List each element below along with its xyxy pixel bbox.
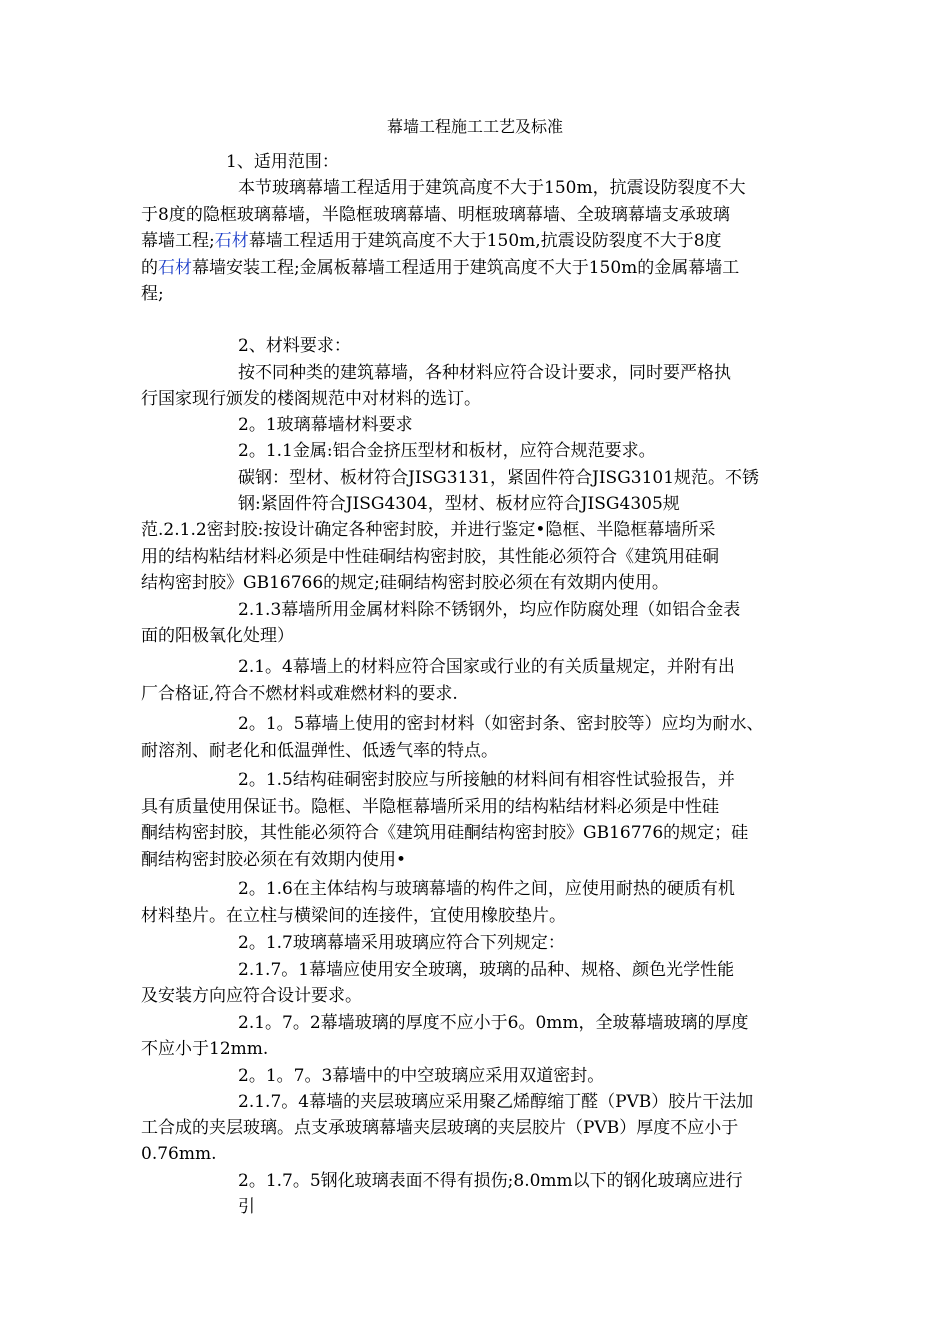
- paragraph-line: 面的阳极氧化处理）: [141, 626, 294, 646]
- paragraph-line: 于8度的隐框玻璃幕墙，半隐框玻璃幕墙、明框玻璃幕墙、全玻璃幕墙支承玻璃: [141, 205, 730, 225]
- paragraph-line: 钢:紧固件符合JISG4304，型材、板材应符合JISG4305规: [238, 494, 680, 514]
- paragraph-line: 2。1.7。5钢化玻璃表面不得有损伤;8.0mm以下的钢化玻璃应进行: [238, 1171, 743, 1191]
- paragraph-line: 2。1.5结构硅硐密封胶应与所接触的材料间有相容性试验报告，并: [238, 770, 735, 790]
- paragraph-line: 厂合格证,符合不燃材料或难燃材料的要求.: [141, 684, 458, 704]
- paragraph-line: 2.1。7。2幕墙玻璃的厚度不应小于6。0mm，全玻幕墙玻璃的厚度: [238, 1013, 749, 1033]
- paragraph-line: 及安装方向应符合设计要求。: [141, 986, 362, 1006]
- text-span: 幕墙安装工程;金属板幕墙工程适用于建筑高度不大于150m的金属幕墙工: [192, 258, 740, 278]
- paragraph-line: 酮结构密封胶必须在有效期内使用•: [141, 850, 407, 870]
- paragraph-line: 用的结构粘结材料必须是中性硅硐结构密封胶，其性能必须符合《建筑用硅硐: [141, 547, 719, 567]
- paragraph-line: 2.1。4幕墙上的材料应符合国家或行业的有关质量规定，并附有出: [238, 657, 735, 677]
- paragraph-line: 范.2.1.2密封胶:按设计确定各种密封胶，并进行鉴定•隐框、半隐框幕墙所采: [141, 520, 716, 540]
- paragraph-line: 本节玻璃幕墙工程适用于建筑高度不大于150m，抗震设防裂度不大: [238, 178, 746, 198]
- paragraph-line: 行国家现行颁发的楼阁规范中对材料的选订。: [141, 389, 481, 409]
- paragraph-line: 工合成的夹层玻璃。点支承玻璃幕墙夹层玻璃的夹层胶片（PVB）厚度不应小于: [141, 1118, 739, 1138]
- text-span: 幕墙工程适用于建筑高度不大于150m,抗震设防裂度不大于8度: [248, 231, 722, 251]
- paragraph-line: 2.1.3幕墙所用金属材料除不锈钢外，均应作防腐处理（如铝合金表: [238, 600, 741, 620]
- stone-material-link[interactable]: 石材: [158, 258, 192, 278]
- paragraph-line: 耐溶剂、耐老化和低温弹性、低透气率的特点。: [141, 741, 498, 761]
- paragraph-line: 程;: [141, 284, 164, 304]
- paragraph-line: 2。1。5幕墙上使用的密封材料（如密封条、密封胶等）应均为耐水、: [238, 714, 764, 734]
- paragraph-line: [141, 256, 739, 280]
- paragraph-line: 2.1.7。4幕墙的夹层玻璃应采用聚乙烯醇缩丁醛（PVB）胶片干法加: [238, 1092, 754, 1112]
- paragraph-line: 2。1.1金属:铝合金挤压型材和板材，应符合规范要求。: [238, 441, 656, 461]
- section-heading-scope: 1、适用范围：: [226, 152, 339, 172]
- paragraph-line: 材料垫片。在立柱与横梁间的连接件，宜使用橡胶垫片。: [141, 906, 566, 926]
- paragraph-line: 2。1.6在主体结构与玻璃幕墙的构件之间，应使用耐热的硬质有机: [238, 879, 735, 899]
- text-span: 的: [141, 258, 158, 278]
- paragraph-line: 2.1.7。1幕墙应使用安全玻璃，玻璃的品种、规格、颜色光学性能: [238, 960, 735, 980]
- paragraph-line: 碳钢：型材、板材符合JISG3131，紧固件符合JISG3101规范。不锈: [238, 468, 760, 488]
- paragraph-line: 酮结构密封胶，其性能必须符合《建筑用硅酮结构密封胶》GB16776的规定；硅: [141, 823, 749, 843]
- paragraph-line: [141, 229, 722, 253]
- paragraph-line: 引: [238, 1197, 255, 1217]
- subsection-heading: 2。1玻璃幕墙材料要求: [238, 415, 413, 435]
- paragraph-line: 0.76mm.: [141, 1144, 217, 1164]
- subsection-heading: 2。1.7玻璃幕墙采用玻璃应符合下列规定：: [238, 933, 565, 953]
- section-heading-materials: 2、材料要求：: [238, 336, 351, 356]
- stone-material-link[interactable]: 石材: [214, 231, 249, 251]
- paragraph-line: 2。1。7。3幕墙中的中空玻璃应采用双道密封。: [238, 1066, 605, 1086]
- paragraph-line: 按不同种类的建筑幕墙，各种材料应符合设计要求，同时要严格执: [238, 363, 731, 383]
- paragraph-line: 不应小于12mm.: [141, 1039, 269, 1059]
- paragraph-line: 具有质量使用保证书。隐框、半隐框幕墙所采用的结构粘结材料必须是中性硅: [141, 797, 719, 817]
- text-span: 幕墙工程;: [141, 231, 215, 251]
- paragraph-line: 结构密封胶》GB16766的规定;硅硐结构密封胶必须在有效期内使用。: [141, 573, 669, 593]
- page-title: 幕墙工程施工工艺及标准: [386, 117, 563, 136]
